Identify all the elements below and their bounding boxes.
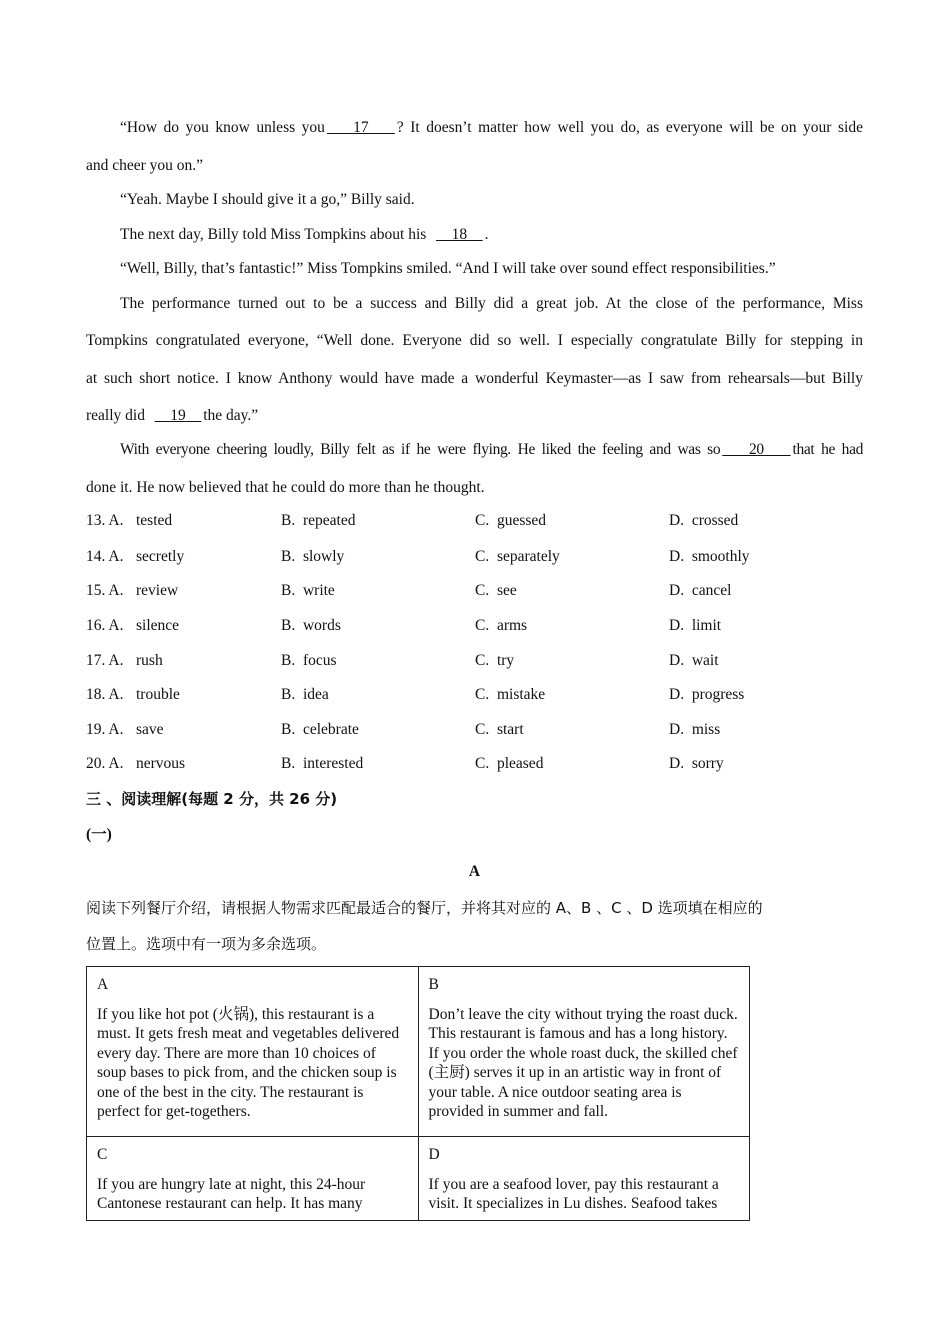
text: . [484,226,489,243]
text: With everyone cheering loudly, Billy felt as if he were flying. He liked the feeling and was so [120,441,721,458]
table-row [87,1137,750,1221]
cell-label: A [97,976,109,993]
text: really did [86,407,145,424]
option-c: C. see [475,582,517,599]
option-b: B. write [281,582,335,599]
blank-number: 19 [170,407,186,424]
option-b: B. words [281,617,341,634]
option-a: rush [136,652,163,669]
paragraph-line: The performance turned out to be a success and Billy did a great job. At the close of the performance, Miss [120,295,863,312]
cell-label: D [428,1146,440,1163]
cell-label: B [428,976,439,993]
text: “How do you know unless you [120,119,325,136]
paragraph: “Well, Billy, that’s fantastic!” Miss Tompkins smiled. “And I will take over sound effect responsibilities.” [120,260,776,277]
table-row [87,967,750,1137]
blank-18 [434,226,485,243]
question-number: 16. A. [86,617,124,634]
restaurant-table [86,966,750,1221]
option-a: secretly [136,548,185,565]
question-number: 15. A. [86,582,124,599]
cell-text: If you like hot pot (火锅), this restaurant is a must. It gets fresh meat and vegetables delivered every day. There are more than 10 choices of soup bases to pick from, and the chicken soup is one of the best in the city. The restaurant is perfect for get-togethers. [97,1005,400,1120]
cell-restaurant-b [418,967,750,1137]
blank-17 [325,119,397,136]
option-d: D. progress [669,686,745,703]
option-c: C. pleased [475,755,544,772]
option-c: C. mistake [475,686,546,703]
blank-20 [720,441,792,458]
option-b: B. repeated [281,512,356,529]
option-a: tested [136,512,173,529]
option-a: silence [136,617,180,634]
option-b: B. interested [281,755,364,772]
cell-label: C [97,1146,108,1163]
cell-restaurant-c [87,1137,419,1221]
text: that he had [792,441,864,458]
option-d: D. cancel [669,582,732,599]
option-c: C. start [475,721,524,738]
option-b: B. celebrate [281,721,359,738]
option-b: B. idea [281,686,329,703]
passage-title: A [468,863,481,880]
paragraph-line [120,440,863,460]
text: ? It doesn’t matter how well you do, as everyone will be on your side [396,119,863,136]
instruction-line: 阅读下列餐厅介绍，请根据人物需求匹配最适合的餐厅，并将其对应的 A、B 、C 、D 选项填在相应的 [86,899,763,917]
option-c: C. try [475,652,515,669]
option-a: save [136,721,164,738]
blank-19 [153,407,204,424]
option-d: D. miss [669,721,721,738]
instruction-line: 位置上。选项中有一项为多余选项。 [86,935,327,953]
part-label: (一) [86,826,112,843]
option-d: D. smoothly [669,548,750,565]
paragraph-line: done it. He now believed that he could do more than he thought. [86,479,485,496]
text: the day.” [203,407,259,424]
option-a: review [136,582,179,599]
paragraph-line: Tompkins congratulated everyone, “Well done. Everyone did so well. I especially congratulate Billy for stepping in [86,332,863,349]
paragraph-line: and cheer you on.” [86,157,204,174]
option-d: D. crossed [669,512,739,529]
option-a: nervous [136,755,186,772]
question-number: 14. A. [86,548,124,565]
paragraph-line [120,118,863,138]
option-d: D. limit [669,617,722,634]
blank-number: 20 [749,441,764,458]
option-c: C. guessed [475,512,547,529]
cell-text: If you are hungry late at night, this 24-hour Cantonese restaurant can help. It has many [97,1175,366,1212]
text: The next day, Billy told Miss Tompkins about his [120,226,427,243]
cell-restaurant-d [418,1137,750,1221]
option-d: D. sorry [669,755,724,772]
question-number: 17. A. [86,652,124,669]
paragraph-line: at such short notice. I know Anthony would have made a wonderful Keymaster—as I saw from rehearsals—but Billy [86,370,863,387]
cell-restaurant-a [87,967,419,1137]
question-number: 18. A. [86,686,124,703]
question-number: 20. A. [86,755,124,772]
paragraph: “Yeah. Maybe I should give it a go,” Billy said. [120,191,415,208]
option-c: C. separately [475,548,560,565]
option-b: B. slowly [281,548,345,565]
option-d: D. wait [669,652,719,669]
paragraph [120,225,863,245]
option-c: C. arms [475,617,528,634]
section-heading: 三 、阅读理解(每题 2 分，共 26 分) [86,790,338,808]
question-number: 19. A. [86,721,124,738]
paragraph-line [86,406,863,426]
blank-number: 18 [451,226,468,243]
cell-text: Don’t leave the city without trying the roast duck. This restaurant is famous and has a long history. If you order the whole roast duck, the skilled chef (主厨) serves it up in an artistic way in front of your table. A nice outdoor seating area is provided in summer and fall. [428,1005,738,1120]
option-a: trouble [136,686,180,703]
question-number: 13. A. [86,512,124,529]
option-b: B. focus [281,652,337,669]
cell-text: If you are a seafood lover, pay this restaurant a visit. It specializes in Lu dishes. Seafood takes [428,1175,719,1212]
blank-number: 17 [353,119,369,136]
